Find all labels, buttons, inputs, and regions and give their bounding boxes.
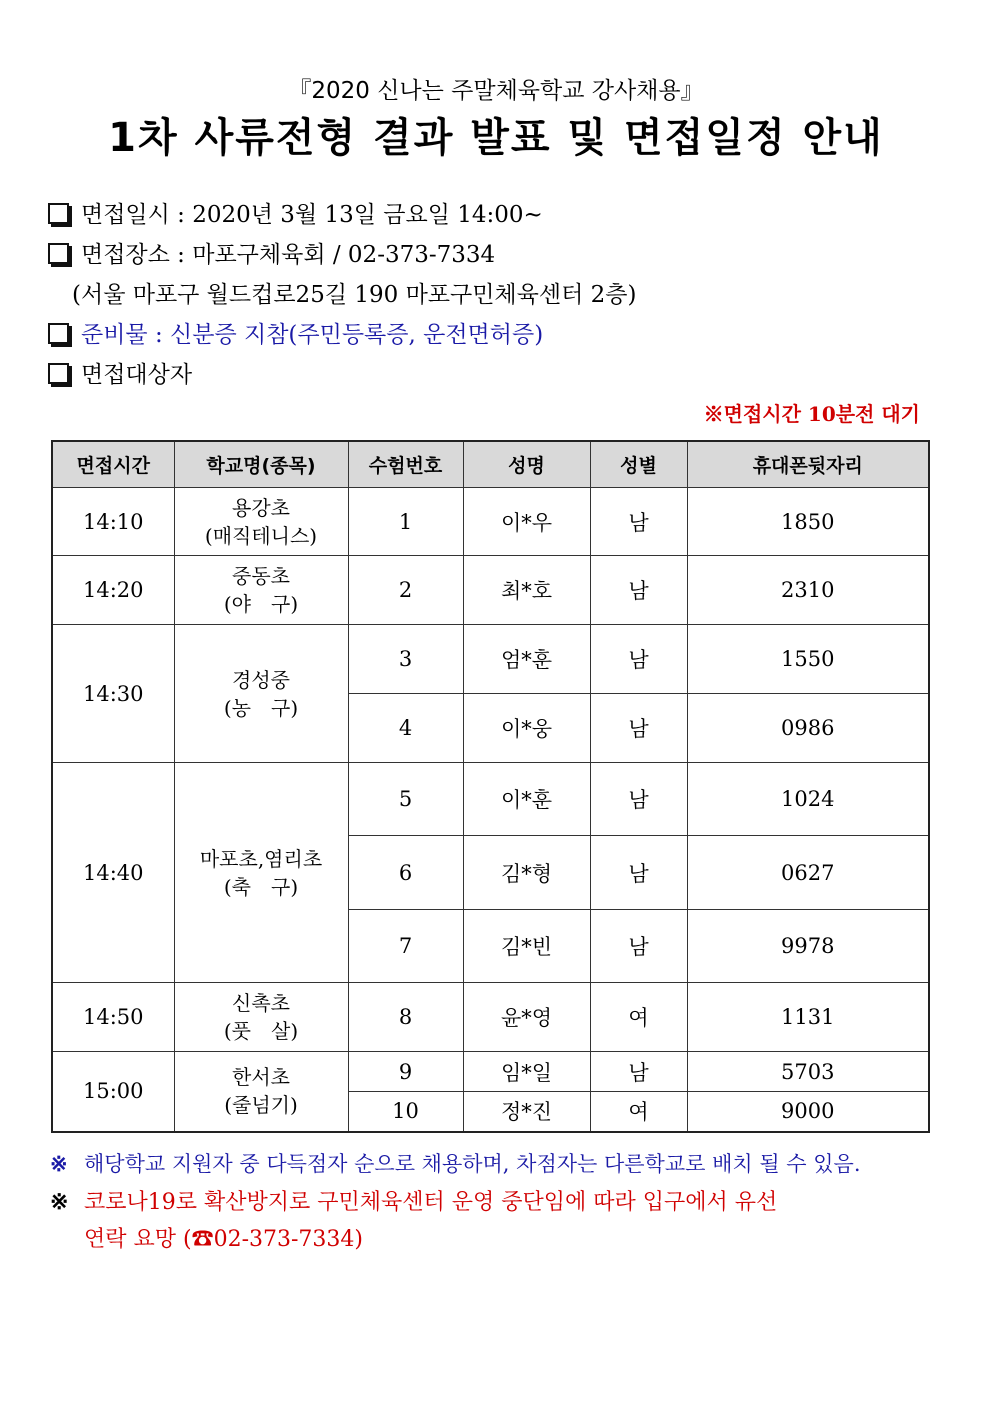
info-items-text: 준비물 : 신분증 지참(주민등록증, 운전면허증) <box>81 322 544 348</box>
header-gender: 성별 <box>590 441 687 488</box>
gender-cell: 남 <box>590 625 687 694</box>
table-row <box>52 488 929 556</box>
number-cell: 8 <box>348 983 463 1052</box>
time-cell: 14:50 <box>52 983 174 1052</box>
footnote-contact <box>50 1184 777 1221</box>
time-cell: 14:40 <box>52 763 174 983</box>
school-sport: (축 구) <box>223 874 299 899</box>
phone-cell: 0627 <box>687 836 929 910</box>
name-cell: 김*빈 <box>463 910 590 983</box>
page-title: 1차 사류전형 결과 발표 및 면접일정 안내 <box>108 115 884 161</box>
checkbox-icon <box>48 323 69 344</box>
checkbox-icon <box>48 243 69 264</box>
name-cell: 윤*영 <box>463 983 590 1052</box>
table-row <box>52 983 929 1052</box>
gender-cell: 남 <box>590 763 687 836</box>
phone-cell: 1850 <box>687 488 929 556</box>
name-cell: 정*진 <box>463 1092 590 1132</box>
phone-cell: 0986 <box>687 694 929 763</box>
school-name: 마포초,염리초 <box>199 846 323 871</box>
header-number: 수험번호 <box>348 441 463 488</box>
gender-cell: 남 <box>590 910 687 983</box>
phone-cell: 2310 <box>687 556 929 625</box>
gender-cell: 남 <box>590 694 687 763</box>
footnote-hiring <box>50 1146 861 1182</box>
school-cell <box>174 763 348 983</box>
gender-cell: 남 <box>590 488 687 556</box>
school-cell <box>174 625 348 763</box>
number-cell: 3 <box>348 625 463 694</box>
table-row <box>52 556 929 625</box>
school-name: 경성중 <box>232 667 290 692</box>
school-cell <box>174 556 348 625</box>
subtitle: 『2020 신나는 주말체육학교 강사채용』 <box>288 78 704 104</box>
table-row <box>52 625 929 694</box>
school-sport: (줄넘기) <box>224 1093 298 1118</box>
school-name: 한서초 <box>232 1065 290 1090</box>
info-candidates <box>48 355 192 395</box>
school-name: 신촉초 <box>232 991 290 1015</box>
reference-mark: ※ <box>50 1151 68 1176</box>
checkbox-icon <box>48 203 69 224</box>
info-candidates-text: 면접대상자 <box>81 362 193 388</box>
number-cell: 10 <box>348 1092 463 1132</box>
info-address: (서울 마포구 월드컵로25길 190 마포구민체육센터 2층) <box>72 282 637 308</box>
header-school: 학교명(종목) <box>174 441 348 488</box>
footnote-hiring-text: 해당학교 지원자 중 다득점자 순으로 채용하며, 차점자는 다른학교로 배치 될 수 있음. <box>84 1152 861 1176</box>
table-row <box>52 1052 929 1092</box>
name-cell: 이*훈 <box>463 763 590 836</box>
table-row <box>52 763 929 836</box>
number-cell: 5 <box>348 763 463 836</box>
school-cell <box>174 488 348 556</box>
gender-cell: 남 <box>590 836 687 910</box>
school-sport: (야 구) <box>223 592 299 616</box>
name-cell: 임*일 <box>463 1052 590 1092</box>
interview-schedule-table <box>51 440 930 1133</box>
phone-cell: 9978 <box>687 910 929 983</box>
phone-cell: 1131 <box>687 983 929 1052</box>
name-cell: 이*웅 <box>463 694 590 763</box>
info-place-text: 면접장소 : 마포구체육회 / 02-373-7334 <box>81 242 496 268</box>
number-cell: 9 <box>348 1052 463 1092</box>
checkbox-icon <box>48 363 69 384</box>
footnote-contact-line2: 연락 요망 (☎02-373-7334) <box>84 1227 364 1252</box>
school-sport: (농 구) <box>223 695 299 720</box>
phone-cell: 9000 <box>687 1092 929 1132</box>
phone-cell: 1024 <box>687 763 929 836</box>
number-cell: 7 <box>348 910 463 983</box>
phone-cell: 1550 <box>687 625 929 694</box>
gender-cell: 남 <box>590 556 687 625</box>
gender-cell: 여 <box>590 983 687 1052</box>
gender-cell: 남 <box>590 1052 687 1092</box>
time-cell: 14:20 <box>52 556 174 625</box>
time-cell: 14:30 <box>52 625 174 763</box>
name-cell: 엄*훈 <box>463 625 590 694</box>
number-cell: 1 <box>348 488 463 556</box>
school-name: 중동초 <box>232 564 290 588</box>
name-cell: 최*호 <box>463 556 590 625</box>
info-place <box>48 235 495 275</box>
number-cell: 4 <box>348 694 463 763</box>
school-cell <box>174 983 348 1052</box>
name-cell: 김*형 <box>463 836 590 910</box>
school-sport: (매직테니스) <box>204 523 318 548</box>
header-phone: 휴대폰뒷자리 <box>687 441 929 488</box>
gender-cell: 여 <box>590 1092 687 1132</box>
school-cell <box>174 1052 348 1132</box>
time-cell: 15:00 <box>52 1052 174 1132</box>
info-datetime-text: 면접일시 : 2020년 3월 13일 금요일 14:00~ <box>81 202 543 228</box>
name-cell: 이*우 <box>463 488 590 556</box>
school-name: 용강초 <box>232 495 290 520</box>
phone-cell: 5703 <box>687 1052 929 1092</box>
info-items <box>48 315 543 355</box>
footnote-contact-text-1: 코로나19로 확산방지로 구민체육센터 운영 중단임에 따라 입구에서 유선 <box>84 1190 778 1215</box>
header-time: 면접시간 <box>52 441 174 488</box>
number-cell: 6 <box>348 836 463 910</box>
school-sport: (풋 살) <box>223 1019 299 1043</box>
table-header-row <box>52 441 929 488</box>
header-name: 성명 <box>463 441 590 488</box>
reference-mark: ※ <box>50 1189 69 1215</box>
wait-note: ※면접시간 10분전 대기 <box>703 402 920 426</box>
info-datetime <box>48 195 543 235</box>
number-cell: 2 <box>348 556 463 625</box>
time-cell: 14:10 <box>52 488 174 556</box>
